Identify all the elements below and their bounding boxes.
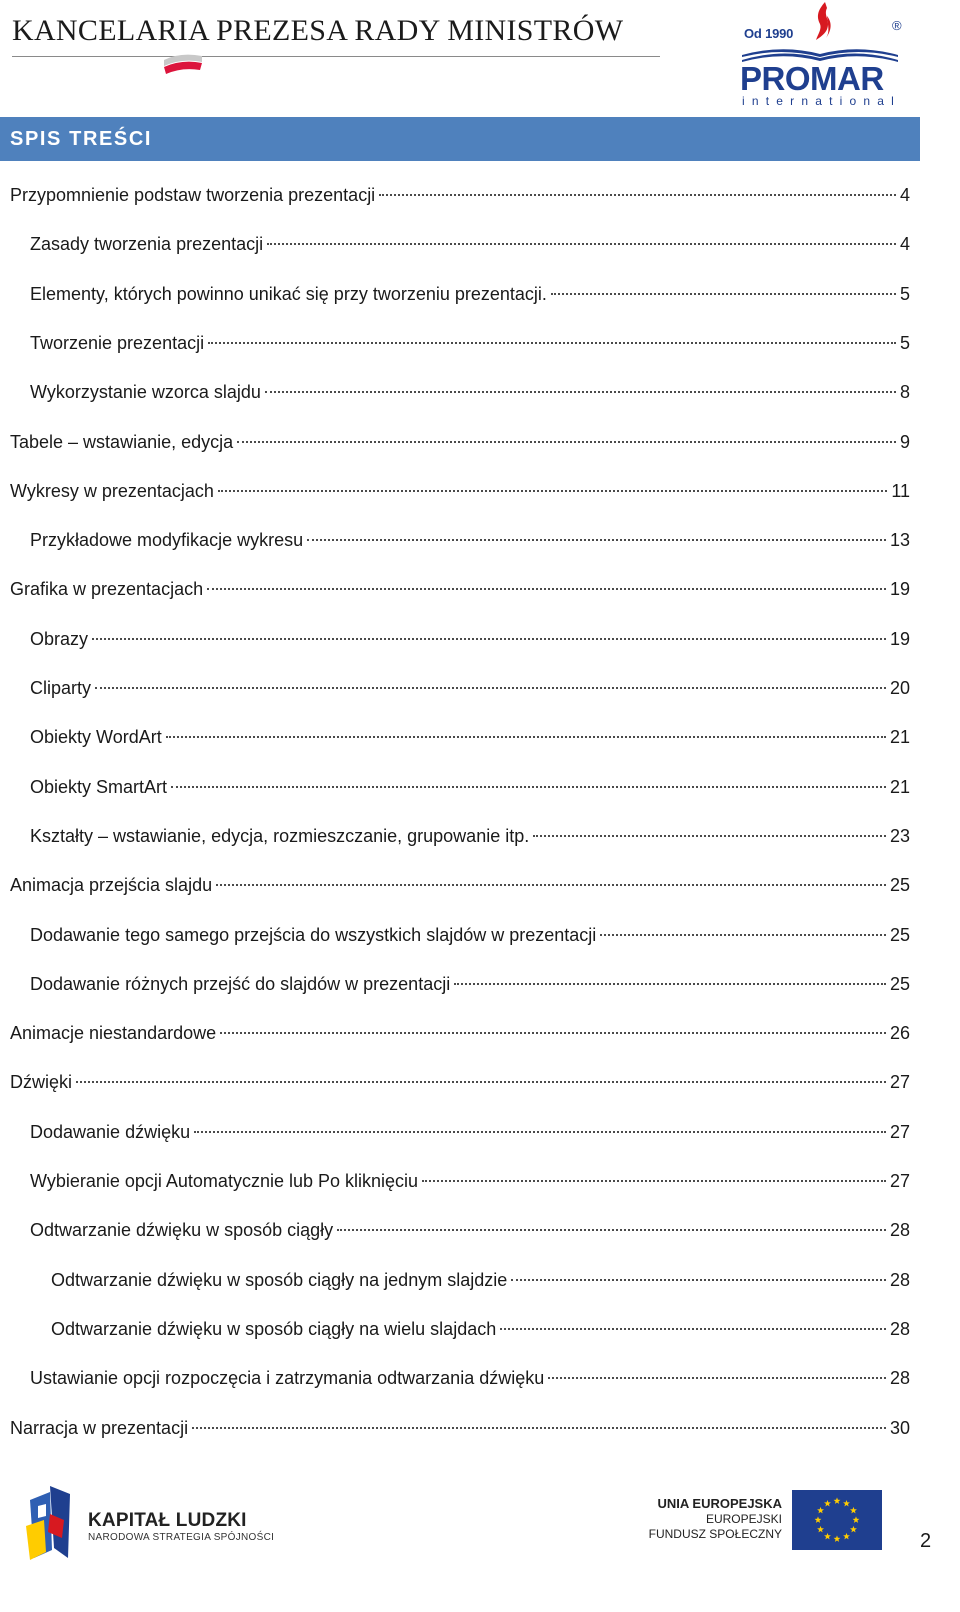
- kapital-ludzki-name: KAPITAŁ LUDZKI: [88, 1510, 247, 1531]
- toc-entry-page: 28: [889, 1368, 910, 1388]
- toc-dot-leader: [265, 391, 896, 393]
- toc-entry-title: Zasady tworzenia prezentacji: [30, 234, 264, 254]
- toc-entry-page: 21: [889, 727, 910, 747]
- toc-entry-title: Dźwięki: [10, 1072, 73, 1092]
- toc-entry-title: Elementy, których powinno unikać się przy tworzeniu prezentacji.: [30, 284, 547, 304]
- toc-entry-page: 23: [889, 826, 910, 846]
- toc-entry[interactable]: [10, 872, 910, 898]
- toc-entry[interactable]: [10, 478, 910, 504]
- toc-entry-title: Wykorzystanie wzorca slajdu: [30, 382, 261, 402]
- toc-dot-leader: [237, 441, 896, 443]
- toc-entry[interactable]: [30, 231, 910, 257]
- toc-entry-page: 28: [889, 1319, 910, 1339]
- toc-entry[interactable]: [30, 281, 910, 307]
- toc-entry[interactable]: [30, 971, 910, 997]
- toc-dot-leader: [422, 1180, 886, 1182]
- toc-entry-title: Obiekty SmartArt: [30, 777, 168, 797]
- toc-entry[interactable]: [51, 1316, 910, 1342]
- toc-entry-title: Przypomnienie podstaw tworzenia prezentacji: [10, 185, 376, 205]
- flame-icon: [812, 2, 836, 46]
- toc-dot-leader: [95, 687, 886, 689]
- toc-entry-page: 28: [889, 1220, 910, 1240]
- toc-entry[interactable]: [30, 1119, 910, 1145]
- toc-entry-page: 26: [889, 1023, 910, 1043]
- toc-dot-leader: [208, 342, 896, 344]
- promar-since: Od 1990: [744, 26, 794, 41]
- toc-entry-title: Animacje niestandardowe: [10, 1023, 217, 1043]
- toc-dot-leader: [454, 983, 886, 985]
- toc-entry-page: 28: [889, 1270, 910, 1290]
- toc-dot-leader: [216, 884, 886, 886]
- toc-heading: SPIS TREŚCI: [0, 117, 920, 161]
- toc-dot-leader: [171, 786, 886, 788]
- eu-line-3: FUNDUSZ SPOŁECZNY: [648, 1527, 782, 1541]
- toc-entry-title: Obrazy: [30, 629, 89, 649]
- toc-entry-title: Wybieranie opcji Automatycznie lub Po kliknięciu: [30, 1171, 419, 1191]
- toc-entry-title: Cliparty: [30, 678, 92, 698]
- toc-entry[interactable]: [30, 379, 910, 405]
- eu-flag-icon: [792, 1490, 882, 1550]
- page-footer: [0, 1470, 960, 1612]
- toc-entry-page: 19: [889, 629, 910, 649]
- toc-entry-page: 5: [899, 333, 910, 353]
- toc-dot-leader: [76, 1081, 886, 1083]
- toc-entry[interactable]: [30, 1217, 910, 1243]
- toc-entry-page: 13: [889, 530, 910, 550]
- toc-entry[interactable]: [30, 724, 910, 750]
- toc-entry-title: Odtwarzanie dźwięku w sposób ciągły na jednym slajdzie: [51, 1270, 508, 1290]
- toc-entry-title: Odtwarzanie dźwięku w sposób ciągły: [30, 1220, 334, 1240]
- toc-entry[interactable]: [30, 1168, 910, 1194]
- toc-dot-leader: [600, 934, 886, 936]
- toc-dot-leader: [379, 194, 896, 196]
- registered-mark: ®: [892, 18, 902, 33]
- toc-entry-page: 9: [899, 432, 910, 452]
- toc-dot-leader: [166, 736, 886, 738]
- toc-dot-leader: [551, 293, 896, 295]
- kapital-ludzki-subtitle: NARODOWA STRATEGIA SPÓJNOŚCI: [88, 1532, 275, 1543]
- toc-entry-title: Dodawanie tego samego przejścia do wszystkich slajdów w prezentacji: [30, 925, 597, 945]
- toc-dot-leader: [267, 243, 896, 245]
- toc-entry-title: Kształty – wstawianie, edycja, rozmieszczanie, grupowanie itp.: [30, 826, 530, 846]
- toc-entry-title: Przykładowe modyfikacje wykresu: [30, 530, 304, 550]
- promar-logo: [738, 2, 918, 110]
- toc-entry[interactable]: [30, 1365, 910, 1391]
- toc-dot-leader: [218, 490, 887, 492]
- toc-dot-leader: [194, 1131, 886, 1133]
- toc-entry[interactable]: [51, 1267, 910, 1293]
- toc-entry-page: 25: [889, 875, 910, 895]
- toc-entry[interactable]: [30, 626, 910, 652]
- toc-entry-page: 4: [899, 234, 910, 254]
- eu-line-2: EUROPEJSKI: [705, 1512, 782, 1526]
- toc-entry-title: Ustawianie opcji rozpoczęcia i zatrzymania odtwarzania dźwięku: [30, 1368, 545, 1388]
- toc-entry[interactable]: [10, 1415, 910, 1441]
- header-rule: [12, 56, 660, 57]
- toc-entry[interactable]: [10, 1020, 910, 1046]
- toc-entry-page: 8: [899, 382, 910, 402]
- promar-name: PROMAR: [740, 60, 884, 97]
- toc-entry-page: 25: [889, 974, 910, 994]
- toc-entry-page: 27: [889, 1122, 910, 1142]
- kapital-ludzki-logo-icon: [24, 1486, 80, 1562]
- toc-entry[interactable]: [30, 675, 910, 701]
- toc-entry-page: 30: [889, 1418, 910, 1438]
- toc-dot-leader: [220, 1032, 886, 1034]
- toc-entry[interactable]: [10, 576, 910, 602]
- toc-entry[interactable]: [30, 527, 910, 553]
- toc-entry-title: Dodawanie różnych przejść do slajdów w prezentacji: [30, 974, 451, 994]
- toc-entry-title: Narracja w prezentacji: [10, 1418, 189, 1438]
- toc-entry-title: Obiekty WordArt: [30, 727, 162, 747]
- toc-entry-page: 20: [889, 678, 910, 698]
- promar-tagline: international: [742, 94, 901, 108]
- toc-entry[interactable]: [30, 330, 910, 356]
- toc-dot-leader: [307, 539, 886, 541]
- toc-entry-page: 11: [891, 481, 910, 501]
- toc-entry[interactable]: [10, 429, 910, 455]
- toc-entry-title: Odtwarzanie dźwięku w sposób ciągły na wielu slajdach: [51, 1319, 497, 1339]
- toc-dot-leader: [337, 1229, 886, 1231]
- toc-entry-page: 25: [889, 925, 910, 945]
- toc-entry[interactable]: [30, 823, 910, 849]
- kprm-title: KANCELARIA PREZESA RADY MINISTRÓW: [12, 14, 624, 47]
- toc-dot-leader: [192, 1427, 886, 1429]
- toc-dot-leader: [548, 1377, 886, 1379]
- toc-entry[interactable]: [10, 182, 910, 208]
- eu-text-block: [640, 1496, 782, 1542]
- toc-dot-leader: [92, 638, 886, 640]
- eu-line-1: UNIA EUROPEJSKA: [657, 1496, 782, 1511]
- toc-dot-leader: [207, 588, 886, 590]
- toc-entry-title: Wykresy w prezentacjach: [10, 481, 214, 501]
- toc-entry[interactable]: [30, 774, 910, 800]
- page-header: [0, 0, 960, 118]
- toc-entry-title: Grafika w prezentacjach: [10, 579, 204, 599]
- toc-entry-title: Animacja przejścia slajdu: [10, 875, 213, 895]
- toc-dot-leader: [500, 1328, 886, 1330]
- toc-entry-page: 21: [889, 777, 910, 797]
- toc-entry-page: 4: [899, 185, 910, 205]
- toc-entry-title: Tworzenie prezentacji: [30, 333, 205, 353]
- toc-entry-title: Dodawanie dźwięku: [30, 1122, 191, 1142]
- toc-entry-page: 27: [889, 1171, 910, 1191]
- page-number: 2: [920, 1530, 932, 1552]
- toc-entry-page: 5: [899, 284, 910, 304]
- toc-entry[interactable]: [10, 1069, 910, 1095]
- toc-entry-page: 27: [889, 1072, 910, 1092]
- toc-entry[interactable]: [30, 922, 910, 948]
- toc-dot-leader: [533, 835, 886, 837]
- toc-entry-page: 19: [889, 579, 910, 599]
- toc-entry-title: Tabele – wstawianie, edycja: [10, 432, 234, 452]
- toc-dot-leader: [511, 1279, 886, 1281]
- polish-flag-icon: [160, 50, 206, 76]
